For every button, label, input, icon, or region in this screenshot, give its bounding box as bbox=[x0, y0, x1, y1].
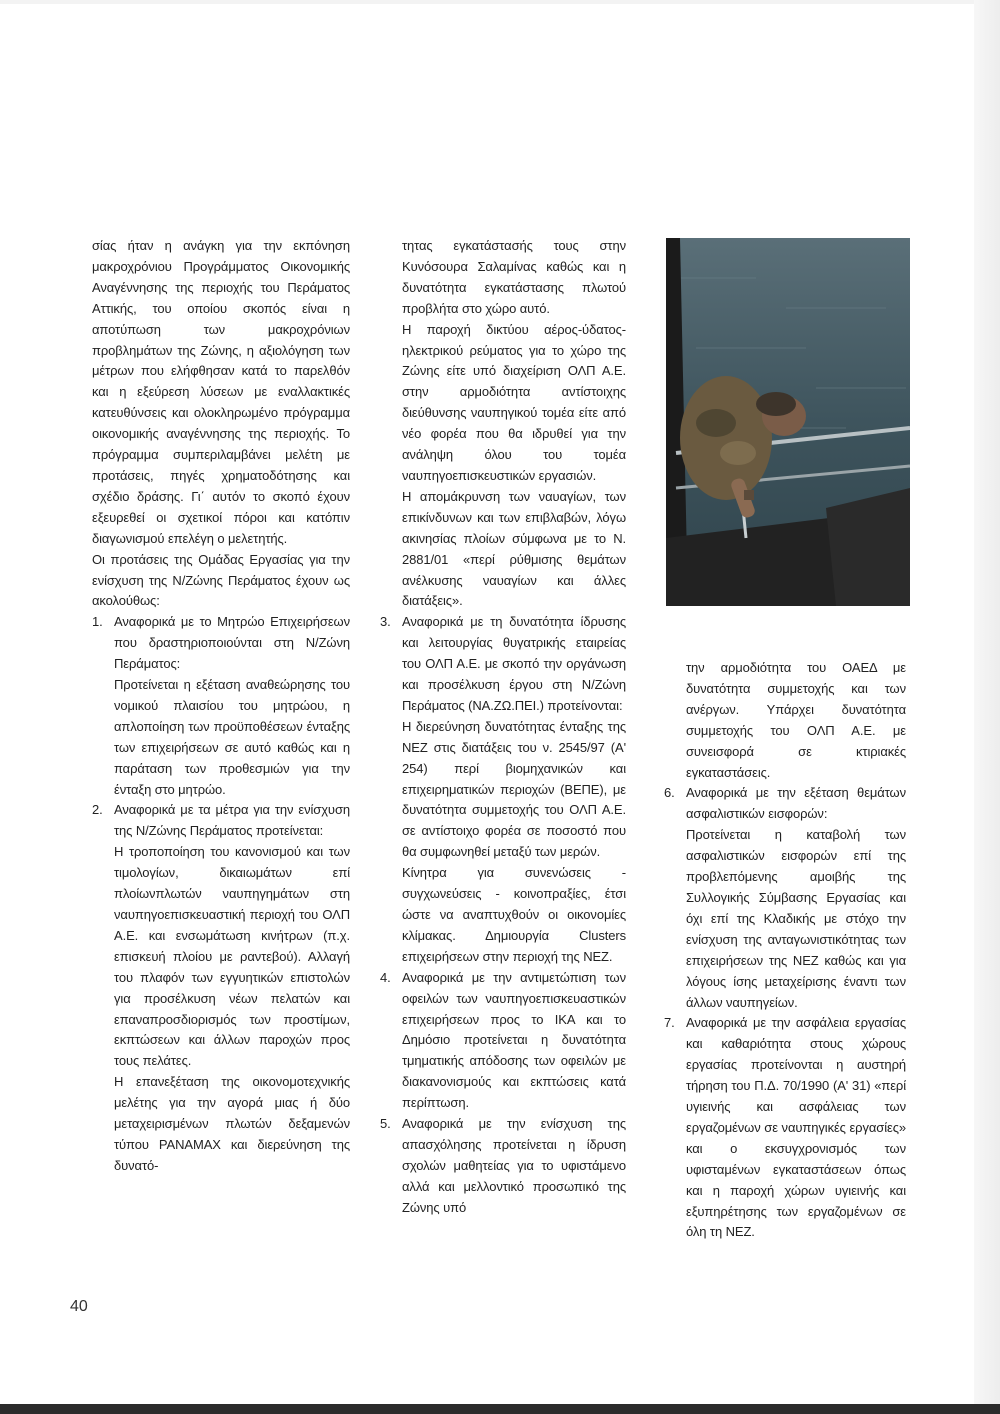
list-item-text: Αναφορικά με την αντιμετώπιση των οφειλών των ναυπηγοεπισκευαστικών επιχειρήσεων προς το ΙΚΑ και το Δημόσιο προτείνεται η δυνατότητα τμηματικής απόδοσης των οφειλών με διακανονισμούς και εκπτώσεις κατά περίπτωση. bbox=[402, 969, 626, 1111]
list-item-body: Κίνητρα για συνενώσεις - συγχωνεύσεις - κοινοπραξίες, έτσι ώστε να αναπτυχθούν οι οικονομίες κλίμακας. Δημιουργία Clusters επιχειρήσεων στην περιοχή της ΝΕΖ. bbox=[402, 865, 626, 964]
page-number: 40 bbox=[70, 1298, 88, 1315]
list-item-body: Η επανεξέταση της οικονομοτεχνικής μελέτης για την αγορά μιας ή δύο μεταχειρισμένων πλωτών δεξαμενών τύπου PANAMAX και διερεύνηση της δυνατό- bbox=[114, 1074, 350, 1173]
paragraph: Οι προτάσεις της Ομάδας Εργασίας για την ενίσχυση της Ν/Ζώνης Περάματος έχουν ως ακολούθως: bbox=[92, 551, 350, 609]
list-number: 2. bbox=[92, 802, 103, 818]
page-top-edge bbox=[0, 0, 1000, 4]
list-item-3 bbox=[380, 612, 626, 967]
text-column-middle bbox=[380, 236, 626, 1219]
list-item-5 bbox=[380, 1114, 626, 1219]
list-item-body: Προτείνεται η καταβολή των ασφαλιστικών εισφορών επί της προβλεπόμενης αμοιβής της Συλλογικής Σύμβασης Εργασίας και όχι επί της Κλαδικής με στόχο την ενίσχυση της ανταγωνιστικότητας των επιχειρήσεων της ΝΕΖ καθώς και για λόγους ίσης μεταχείρισης έναντι των άλλων ναυπηγείων. bbox=[686, 827, 906, 1010]
list-item-text: Αναφορικά με την ενίσχυση της απασχόλησης προτείνεται η ίδρυση σχολών μαθητείας για το υφιστάμενο αλλά και μελλοντικό προσωπικό της Ζώνης υπό bbox=[402, 1116, 626, 1215]
text-column-left bbox=[92, 236, 350, 1177]
list-number: 1. bbox=[92, 614, 103, 630]
list-item-heading: Αναφορικά με την εξέταση θεμάτων ασφαλιστικών εισφορών: bbox=[686, 785, 906, 822]
list-item-text: Αναφορικά με την ασφάλεια εργασίας και καθαριότητα στους χώρους εργασίας προτείνονται η αυστηρή τήρηση του Π.Δ. 70/1990 (Α' 31) «περί υγιεινής και ασφάλειας των εργαζομένων σε ναυπηγικές εργασίες» και ο εκσυγχρονισμός των υφισταμένων εγκαταστάσεων όπως και η παροχή χώρων υγιεινής και εξυπηρέτησης των εργαζομένων σε όλη τη ΝΕΖ. bbox=[686, 1015, 906, 1240]
list-item-5-continued bbox=[664, 658, 906, 783]
list-item-heading: Αναφορικά με τα μέτρα για την ενίσχυση της Ν/Ζώνης Περάματος προτείνεται: bbox=[114, 802, 350, 839]
list-number: 4. bbox=[380, 969, 391, 985]
paragraph: τητας εγκατάστασής τους στην Κυνόσουρα Σαλαμίνας καθώς και η δυνατότητα εγκατάστασης πλωτού προβλήτα στο χώρο αυτό. bbox=[402, 238, 626, 316]
list-item-body: Η διερεύνηση δυνατότητας ένταξης της ΝΕΖ στις διατάξεις του ν. 2545/97 (Α' 254) περί βιομηχανικών και επιχειρηματικών περιοχών (ΒΕΠΕ), με δυνατότητα συμμετοχής του ΟΛΠ Α.Ε. σε αντίστοιχο φορέα σε ποσοστό που θα συμφωνηθεί μεταξύ των μερών. bbox=[402, 718, 626, 860]
list-number: 5. bbox=[380, 1116, 391, 1132]
list-item-2 bbox=[92, 800, 350, 1176]
paragraph: σίας ήταν η ανάγκη για την εκπόνηση μακροχρόνιου Προγράμματος Οικονομικής Αναγέννησης της περιοχής του Περάματος Αττικής, του οποίου σκοπός είναι η αποτύπωση των μακροχρόνιων προβλημάτων της Ζώνης, η αξιολόγηση των μέτρων που ελήφθησαν κατά το παρελθόν και η εξεύρεση λύσεων με εναλλακτικές κατευθύνσεις και ολοκληρωμένο πρόγραμμα οικονομικής αναγέννησης της περιοχής. Το πρόγραμμα συμπεριλαμβάνει μελέτη με προτάσεις, πηγές χρηματοδότησης και σχέδιο δράσης. Γι΄ αυτόν το σκοπό έχουν εξευρεθεί οι σχετικοί πόροι και κατόπιν διαγωνισμού επελέγη ο μελετητής. bbox=[92, 238, 350, 546]
paragraph: την αρμοδιότητα του ΟΑΕΔ με δυνατότητα συμμετοχής και των ανέργων. Υπάρχει δυνατότητα συμμετοχής του ΟΛΠ Α.Ε. με συνεισφορά σε κτιριακές εγκαταστάσεις. bbox=[686, 660, 906, 780]
list-item-1 bbox=[92, 612, 350, 800]
list-item-2-continued bbox=[380, 236, 626, 612]
list-number: 6. bbox=[664, 785, 675, 801]
list-item-6 bbox=[664, 783, 906, 1013]
page-right-margin bbox=[974, 0, 1000, 1414]
list-number: 7. bbox=[664, 1015, 675, 1031]
page-bottom-bar bbox=[0, 1404, 1000, 1414]
list-item-body: Η τροποποίηση του κανονισμού και των τιμολογίων, δικαιωμάτων επί πλοίωνπλωτών ναυπηγημάτων στη ναυπηγοεπισκευαστική περιοχή του ΟΛΠ Α.Ε. και ενσωμάτωση κινήτρων (π.χ. επισκευή πλοίου με ραντεβού). Αλλαγή του πλαφόν των εγγυητικών επιστολών για προσέλκυση νέων πελατών και επαναπροσδιορισμός των προστίμων, εκπτώσεων και άλλων παροχών προς τους πελάτες. bbox=[114, 844, 350, 1069]
list-item-7 bbox=[664, 1013, 906, 1243]
list-item-heading: Αναφορικά με το Μητρώο Επιχειρήσεων που δραστηριοποιούνται στη Ν/Ζώνη Περάματος: bbox=[114, 614, 350, 672]
list-number: 3. bbox=[380, 614, 391, 630]
photo-worker-at-ship-railing bbox=[666, 238, 910, 606]
paragraph: Η παροχή δικτύου αέρος-ύδατος-ηλεκτρικού ρεύματος για το χώρο της Ζώνης είτε υπό διαχείριση ΟΛΠ Α.Ε. στην αρμοδιότητα αντίστοιχης διεύθυνσης ναυπηγικού τομέα είτε από νέο φορέα που θα ιδρυθεί για την ανάληψη όλου του τομέα ναυπηγοεπισκευστικών εργασιών. bbox=[402, 321, 626, 483]
paragraph: Η απομάκρυνση των ναυαγίων, των επικίνδυνων και των επιβλαβών, λόγω ακινησίας πλοίων σύμφωνα με το Ν. 2881/01 «περί ρύθμισης θεμάτων ανέλκυσης ναυαγίων και άλλες διατάξεις». bbox=[402, 488, 626, 609]
text-column-right bbox=[664, 658, 906, 1243]
list-item-4 bbox=[380, 968, 626, 1114]
photo-illustration bbox=[666, 238, 910, 606]
list-item-heading: Αναφορικά με τη δυνατότητα ίδρυσης και λειτουργίας θυγατρικής εταιρείας του ΟΛΠ Α.Ε. με σκοπό την οργάνωση και προσέλκυση έργου στη Ν/Ζώνη Περάματος (ΝΑ.ΖΩ.ΠΕΙ.) προτείνονται: bbox=[402, 614, 626, 713]
list-item-body: Προτείνεται η εξέταση αναθεώρησης του νομικού πλαισίου του μητρώου, η απλοποίηση των προϋποθέσεων ένταξης των επιχειρήσεων σε αυτό καθώς και η παράταση των προθεσμιών για την ένταξη στο μητρώο. bbox=[114, 677, 350, 797]
